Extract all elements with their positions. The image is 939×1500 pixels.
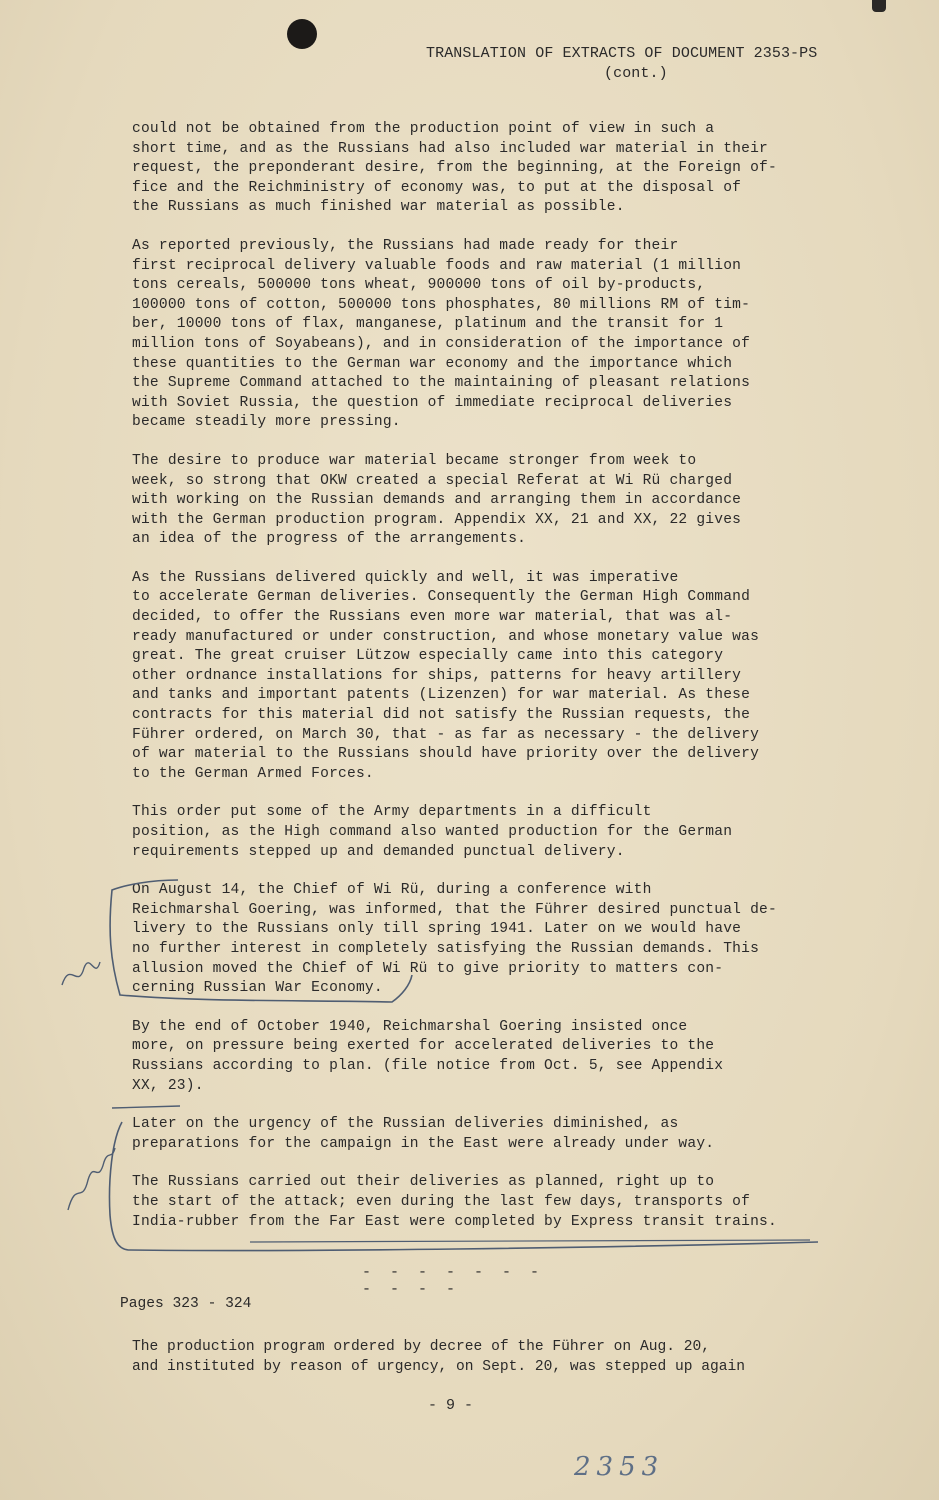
section-separator: - - - - - - - - - - - (362, 1264, 545, 1298)
paragraph: could not be obtained from the production point of view in such a short time, and as the Russians had also included war material in their request, the preponderant desire, from the beginning, at the Foreign of- fice and the Reichministry of economy was, to put at the disposal of the Russians as much finished war material as possible. (132, 121, 777, 216)
paragraph: Later on the urgency of the Russian deliveries diminished, as preparations for the campaign in the East were already under way. (132, 1116, 715, 1152)
paragraph: On August 14, the Chief of Wi Rü, during a conference with Reichmarshal Goering, was informed, that the Führer desired punctual de- livery to the Russians only till spring 1941. Later on we would have no further interest in completely satisfying the Russian demands. This allusion moved the Chief of Wi Rü to give priority to matters con- cerning Russian War Economy. (132, 882, 777, 997)
header-title: TRANSLATION OF EXTRACTS OF DOCUMENT 2353-PS (426, 45, 818, 62)
paragraph: The Russians carried out their deliveries as planned, right up to the start of the attack; even during the last few days, transports of India-rubber from the Far East were completed by Express transit trains. (132, 1174, 777, 1230)
page-reference: Pages 323 - 324 (120, 1296, 252, 1312)
paragraph: The desire to produce war material became stronger from week to week, so strong that OKW created a special Referat at Wi Rü charged with working on the Russian demands and arranging them in accordance with the German production program. Appendix XX, 21 and XX, 22 gives an idea of the progress of the arrangements. (132, 452, 742, 548)
corner-mark (872, 0, 886, 12)
paragraph: As reported previously, the Russians had made ready for their first reciprocal delivery valuable foods and raw material (1 million tons cereals, 500000 tons wheat, 900000 tons of oil by-products, 100000 tons of cotton, 500000 tons phosphates, 80 millions RM of tim- ber, 10000 tons of flax, manganese, platinum and the transit for 1 million tons of Soyabeans), and in consideration of the importance of these quantities to the German war economy and the importance which the Supreme Command attached to the maintaining of pleasant relations with Soviet Russia, the question of immediate reciprocal deliveries became steadily more pressing. (132, 237, 751, 431)
paragraph: The production program ordered by decree of the Führer on Aug. 20, and instituted by reason of urgency, on Sept. 20, was stepped up again (132, 1339, 746, 1375)
document-header (426, 44, 866, 84)
punch-hole (287, 19, 317, 49)
body-text (132, 120, 832, 1251)
margin-squiggle-mark (68, 1148, 115, 1210)
margin-squiggle-mark (62, 962, 100, 985)
handwritten-document-number: 2353 (574, 1452, 665, 1482)
header-continued: (cont.) (604, 65, 668, 82)
page-number: - 9 - (428, 1397, 474, 1414)
paragraph: This order put some of the Army departments in a difficult position, as the High command also wanted production for the German requirements stepped up and demanded punctual delivery. (132, 804, 733, 860)
paragraph: As the Russians delivered quickly and well, it was imperative to accelerate German deliveries. Consequently the German High Command decided, to offer the Russians even more war material, that was al- ready manufactured or under construction, and whose monetary value was great. The great cruiser Lützow especially came into this category other ordnance installations for ships, patterns for heavy artillery and tanks and important patents (Lizenzen) for war material. As these contracts for this material did not satisfy the Russian requests, the Führer ordered, on March 30, that - as far as necessary - the delivery of war material to the Russians should have priority over the delivery to the German Armed Forces. (132, 569, 760, 782)
paragraph: By the end of October 1940, Reichmarshal Goering insisted once more, on pressure being exerted for accelerated deliveries to the Russians according to plan. (file notice from Oct. 5, see Appendix XX, 23). (132, 1018, 724, 1094)
